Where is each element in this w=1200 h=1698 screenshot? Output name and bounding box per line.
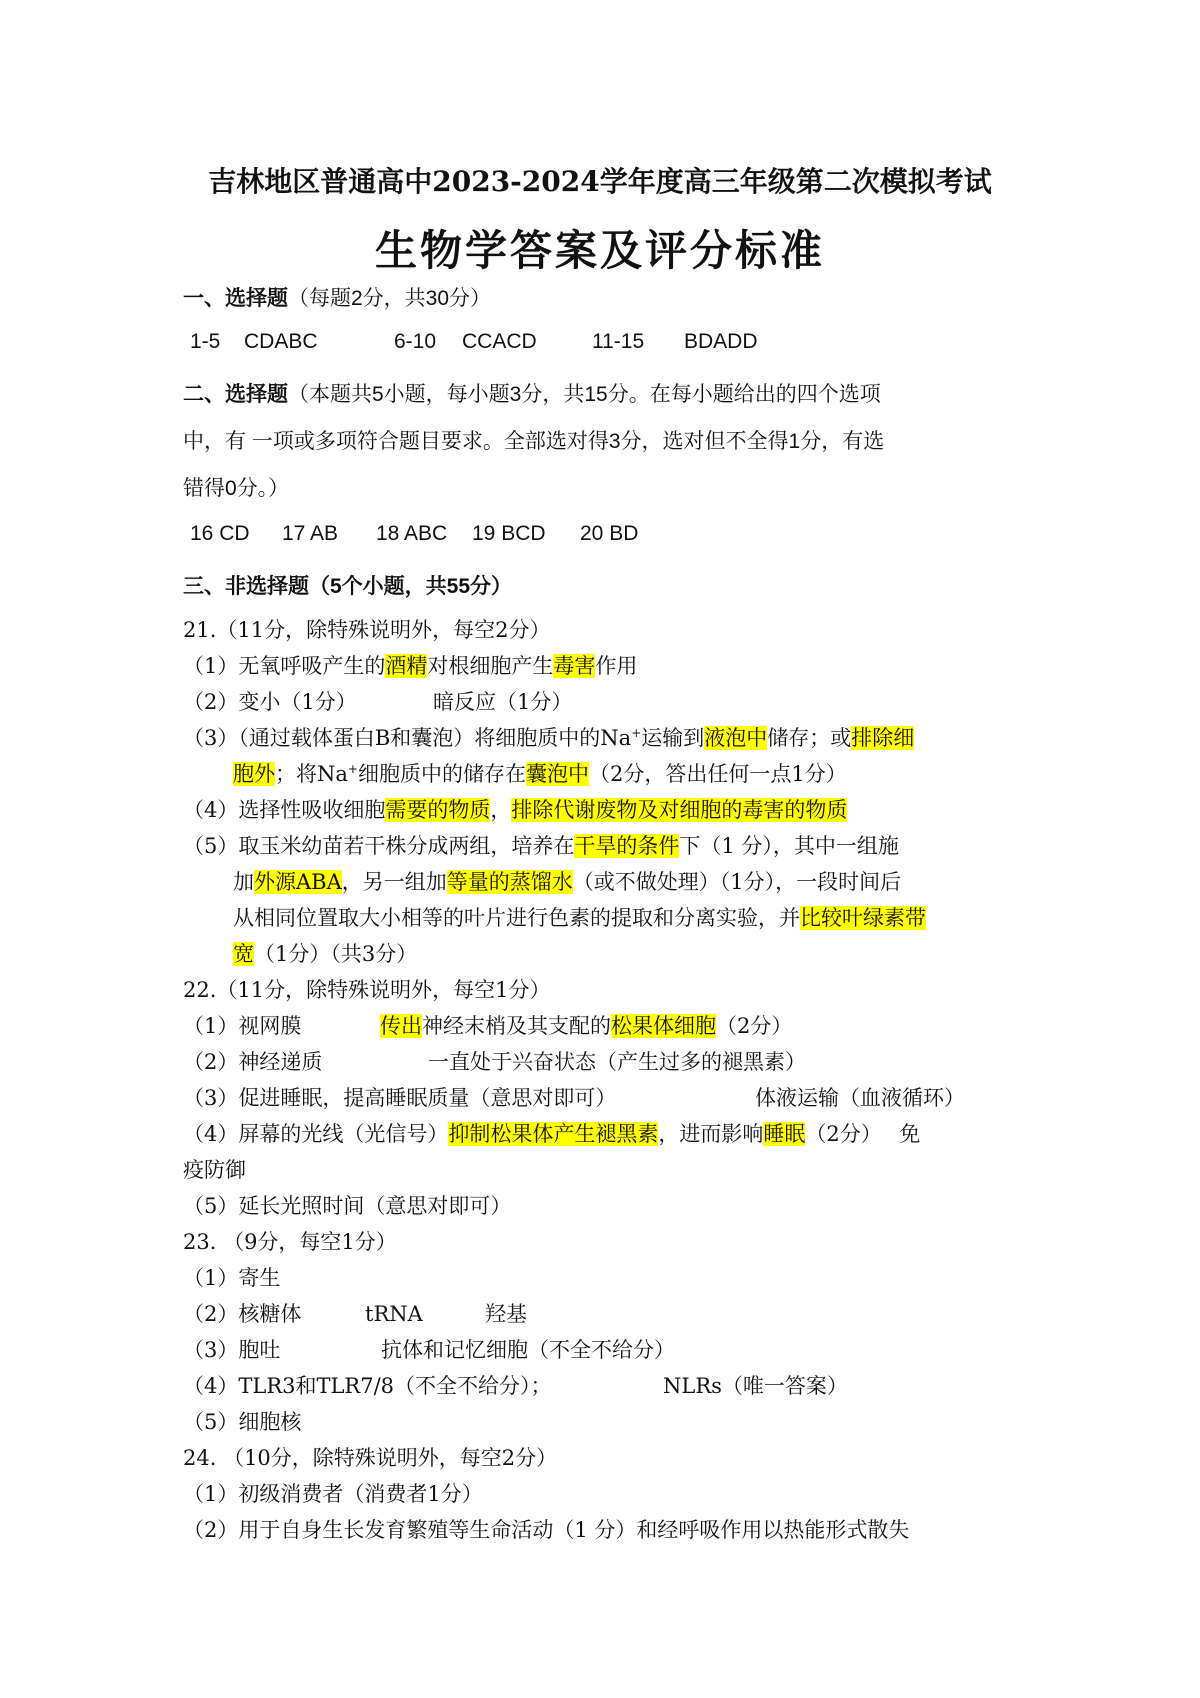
highlight: 松果体细胞 (611, 1014, 716, 1038)
highlight: 等量的蒸馏水 (446, 870, 573, 894)
highlight: 需要的物质 (385, 798, 491, 822)
text: ，进而影响 (658, 1122, 764, 1146)
s1-answer-1: CDABC (244, 330, 318, 353)
text: （1分）（共3分） (254, 942, 418, 966)
highlight: 传出 (380, 1014, 422, 1038)
q24-part1: （1）初级消费者（消费者1分） (183, 1482, 483, 1506)
q22-part3 (183, 1082, 1043, 1112)
s2-answer-18: 18 ABC (376, 522, 448, 545)
text: （2）核糖体 (183, 1302, 302, 1326)
q22-part4-line2: 疫防御 (183, 1158, 246, 1182)
s1-answer-2: CCACD (462, 330, 537, 353)
text: 神经末梢及其支配的 (422, 1014, 611, 1038)
highlight: 外源ABA (254, 870, 342, 894)
q21-part5-line3 (233, 902, 1093, 932)
superscript: + (347, 762, 358, 776)
highlight: 毒害 (553, 654, 596, 678)
text: 免 (899, 1122, 921, 1146)
q21-part4 (183, 794, 1043, 824)
q22-part2 (183, 1046, 1043, 1076)
highlight: 比较叶绿素带 (800, 906, 926, 930)
q21-heading: 21.（11分，除特殊说明外，每空2分） (183, 618, 551, 642)
section1-note: （每题2分，共30分） (288, 287, 492, 310)
text: ；将Na (275, 762, 348, 786)
s1-range-1: 1-5 (190, 330, 221, 353)
text: （2）变小（1分） (183, 690, 357, 714)
text: （1）视网膜 (183, 1014, 302, 1038)
q23-part3 (183, 1334, 1043, 1364)
text: （4）选择性吸收细胞 (183, 798, 386, 822)
q21-part5-line2 (233, 866, 1093, 896)
text: 加 (233, 870, 254, 894)
text: （3）（通过载体蛋白B和囊泡）将细胞质中的Na (183, 726, 632, 750)
q23-heading: 23. （9分，每空1分） (183, 1230, 397, 1254)
superscript: + (631, 726, 642, 740)
highlight: 排除细 (851, 726, 915, 750)
text: （3）促进睡眠，提高睡眠质量（意思对即可） (183, 1086, 617, 1110)
text: （3）胞吐 (183, 1338, 281, 1362)
q21-part2 (183, 686, 1043, 716)
q21-part1 (183, 650, 1043, 680)
text: 下（1 分），其中一组施 (679, 834, 899, 858)
text: 对根细胞产生 (427, 654, 554, 678)
text: （2）神经递质 (183, 1050, 323, 1074)
text: 抗体和记忆细胞（不全不给分） (381, 1338, 675, 1362)
section2-line-2: 中，有 一项或多项符合题目要求。全部选对得3分，选对但不全得1分，有选 (183, 430, 885, 453)
text: 体液运输（血液循环） (755, 1086, 965, 1110)
s1-range-3: 11-15 (592, 330, 645, 353)
highlight: 抑制松果体产生褪黑素 (448, 1122, 659, 1146)
section2-line-1 (183, 378, 1043, 408)
text: 储存；或 (767, 726, 852, 750)
text: NLRs（唯一答案） (663, 1374, 848, 1398)
section3-heading: 三、非选择题（5个小题，共55分） (183, 575, 513, 598)
highlight: 液泡中 (704, 726, 768, 750)
text: （2分） (716, 1014, 793, 1038)
s2-answer-19: 19 BCD (472, 522, 546, 545)
text: ， (490, 798, 512, 822)
q22-part1 (183, 1010, 1043, 1040)
text: （1）无氧呼吸产生的 (183, 654, 386, 678)
text: 羟基 (485, 1302, 527, 1326)
document-subtitle: 生物学答案及评分标准 (374, 226, 825, 275)
q21-part5-line1 (183, 830, 1043, 860)
highlight: 酒精 (385, 654, 428, 678)
text: tRNA (365, 1302, 423, 1326)
section1-heading-line (183, 282, 1043, 312)
text: 从相同位置取大小相等的叶片进行色素的提取和分离实验，并 (233, 906, 800, 930)
text: （4）屏幕的光线（光信号） (183, 1122, 449, 1146)
highlight: 干旱的条件 (574, 834, 680, 858)
highlight: 胞外 (233, 762, 275, 786)
highlight: 排除代谢废物及对细胞的毒害的物质 (511, 798, 848, 822)
text: （4）TLR3和TLR7/8（不全不给分）； (183, 1374, 552, 1398)
section2-answers (190, 522, 1050, 546)
text: 作用 (595, 654, 638, 678)
text: （5）取玉米幼苗若干株分成两组，培养在 (183, 834, 575, 858)
s2-answer-20: 20 BD (580, 522, 639, 545)
section1-answers (190, 330, 1050, 354)
text: （2分） (805, 1122, 882, 1146)
document-title: 吉林地区普通高中2023-2024学年度高三年级第二次模拟考试 (208, 165, 992, 198)
s2-answer-17: 17 AB (282, 522, 339, 545)
q22-part4-line1 (183, 1118, 1043, 1148)
highlight: 宽 (233, 942, 254, 966)
q23-part2 (183, 1298, 1043, 1328)
text: （或不做处理）（1分），一段时间后 (572, 870, 902, 894)
s2-answer-16: 16 CD (190, 522, 250, 545)
text: 细胞质中的储存在 (357, 762, 526, 786)
q21-part3-line2 (233, 758, 1093, 788)
highlight: 囊泡中 (525, 762, 589, 786)
section1-heading: 一、选择题 (183, 287, 288, 310)
q21-part3-line1 (183, 722, 1043, 752)
highlight: 睡眠 (763, 1122, 806, 1146)
text: 暗反应（1分） (433, 690, 573, 714)
q24-heading: 24. （10分，除特殊说明外，每空2分） (183, 1446, 558, 1470)
q21-part5-line4 (233, 938, 1093, 968)
q23-part1: （1）寄生 (183, 1266, 281, 1290)
s1-range-2: 6-10 (394, 330, 437, 353)
text: （2分，答出任何一点1分） (588, 762, 847, 786)
q22-heading: 22.（11分，除特殊说明外，每空1分） (183, 978, 551, 1002)
q23-part5: （5）细胞核 (183, 1410, 302, 1434)
section2-line-3: 错得0分。） (183, 477, 290, 500)
q22-part5: （5）延长光照时间（意思对即可） (183, 1194, 512, 1218)
section2-heading: 二、选择题 (183, 383, 288, 406)
text: 一直处于兴奋状态（产生过多的褪黑素） (428, 1050, 806, 1074)
q24-part2: （2）用于自身生长发育繁殖等生命活动（1 分）和经呼吸作用以热能形式散失 (183, 1518, 910, 1542)
text: ，另一组加 (341, 870, 447, 894)
q23-part4 (183, 1370, 1043, 1400)
s1-answer-3: BDADD (684, 330, 758, 353)
section2-note-1: （本题共5小题，每小题3分，共15分。在每小题给出的四个选项 (288, 383, 881, 406)
text: 运输到 (641, 726, 705, 750)
